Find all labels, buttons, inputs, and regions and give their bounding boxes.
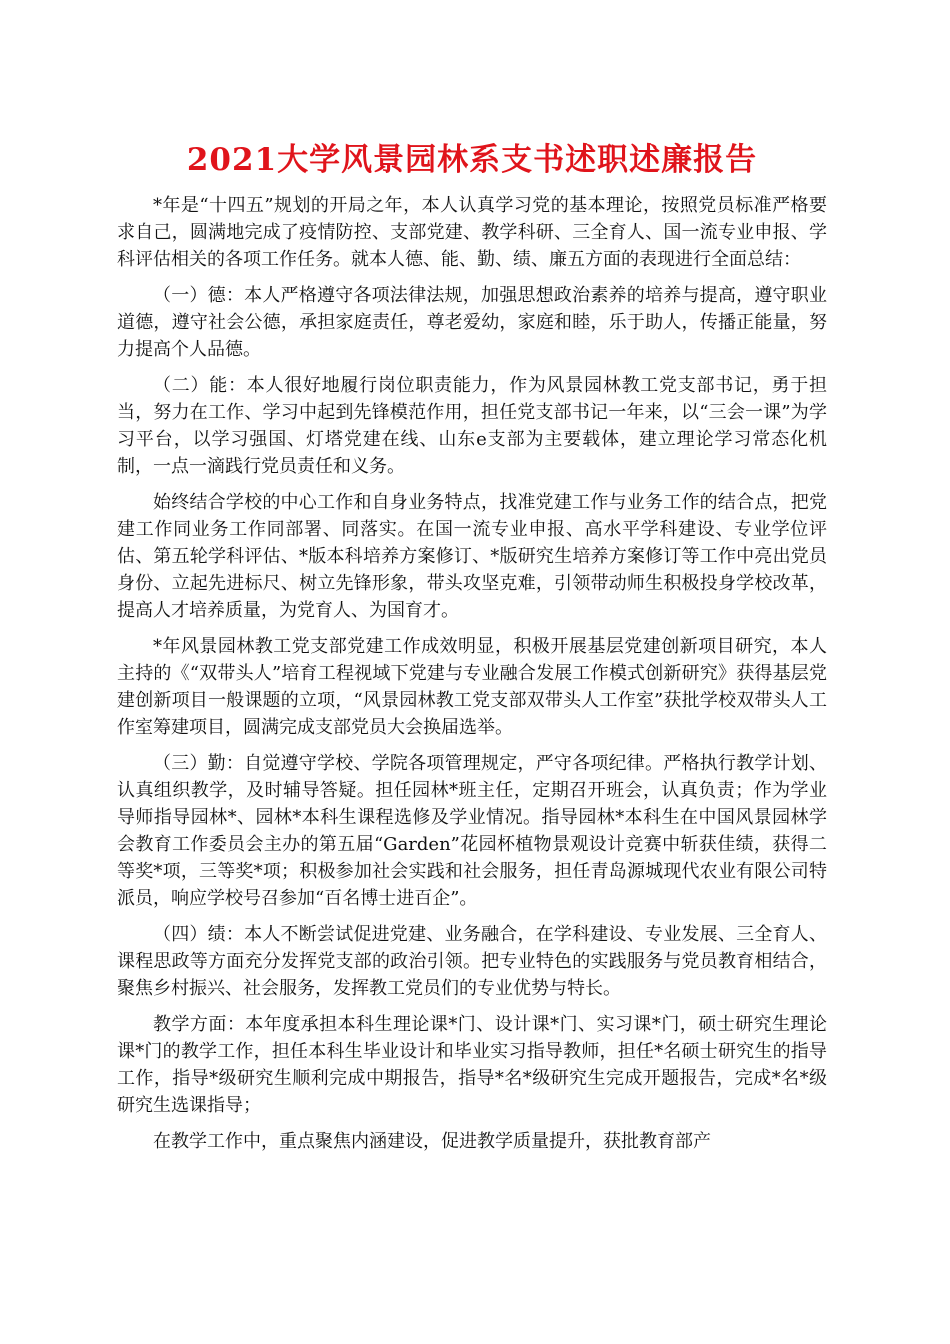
document-title: 2021大学风景园林系支书述职述廉报告 <box>186 142 758 178</box>
paragraph-qin: （三）勤：自觉遵守学校、学院各项管理规定，严守各项纪律。严格执行教学计划、认真组织教学，及时辅导答疑。担任园林*班主任，定期召开班会，认真负责；作为学业导师指导园林*、园林*本科生课程选修及学业情况。指导园林*本科生在中国风景园林学会教育工作委员会主办的第五届“Garden”花园杯植物景观设计竞赛中斩获佳绩，获得二等奖*项，三等奖*项；积极参加社会实践和社会服务，担任青岛源城现代农业有限公司特派员，响应学校号召参加“百名博士进百企”。 <box>117 753 827 909</box>
paragraph-party-results: *年风景园林教工党支部党建工作成效明显，积极开展基层党建创新项目研究，本人主持的《“双带头人”培育工程视域下党建与专业融合发展工作模式创新研究》获得基层党建创新项目一般课题的立项，“风景园林教工党支部双带头人工作室”获批学校双带头人工作室筹建项目，圆满完成支部党员大会换届选举。 <box>117 636 827 738</box>
document-page <box>117 140 827 1164</box>
paragraph-party-work: 始终结合学校的中心工作和自身业务特点，找准党建工作与业务工作的结合点，把党建工作同业务工作同部署、同落实。在国一流专业申报、高水平学科建设、专业学位评估、第五轮学科评估、*版本科培养方案修订、*版研究生培养方案修订等工作中亮出党员身份、立起先进标尺、树立先锋形象，带头攻坚克难，引领带动师生积极投身学校改革，提高人才培养质量，为党育人、为国育才。 <box>117 492 827 621</box>
paragraph-de: （一）德：本人严格遵守各项法律法规，加强思想政治素养的培养与提高，遵守职业道德，遵守社会公德，承担家庭责任，尊老爱幼，家庭和睦，乐于助人，传播正能量，努力提高个人品德。 <box>117 285 827 360</box>
paragraph-neng: （二）能：本人很好地履行岗位职责能力，作为风景园林教工党支部书记，勇于担当，努力在工作、学习中起到先锋模范作用，担任党支部书记一年来，以“三会一课”为学习平台，以学习强国、灯塔党建在线、山东e支部为主要载体，建立理论学习常态化机制，一点一滴践行党员责任和义务。 <box>117 375 827 477</box>
paragraph-ji: （四）绩：本人不断尝试促进党建、业务融合，在学科建设、专业发展、三全育人、课程思政等方面充分发挥党支部的政治引领。把专业特色的实践服务与党员教育相结合，聚焦乡村振兴、社会服务，发挥教工党员们的专业优势与特长。 <box>117 924 827 999</box>
paragraph-teaching-quality: 在教学工作中，重点聚焦内涵建设，促进教学质量提升，获批教育部产 <box>153 1131 711 1152</box>
paragraph-teaching: 教学方面：本年度承担本科生理论课*门、设计课*门、实习课*门，硕士研究生理论课*门的教学工作，担任本科生毕业设计和毕业实习指导教师，担任*名硕士研究生的指导工作，指导*级研究生顺利完成中期报告，指导*名*级研究生完成开题报告，完成*名*级研究生选课指导； <box>117 1014 827 1116</box>
paragraph-intro: *年是“十四五”规划的开局之年，本人认真学习党的基本理论，按照党员标准严格要求自己，圆满地完成了疫情防控、支部党建、教学科研、三全育人、国一流专业申报、学科评估相关的各项工作任务。就本人德、能、勤、绩、廉五方面的表现进行全面总结： <box>117 195 827 270</box>
